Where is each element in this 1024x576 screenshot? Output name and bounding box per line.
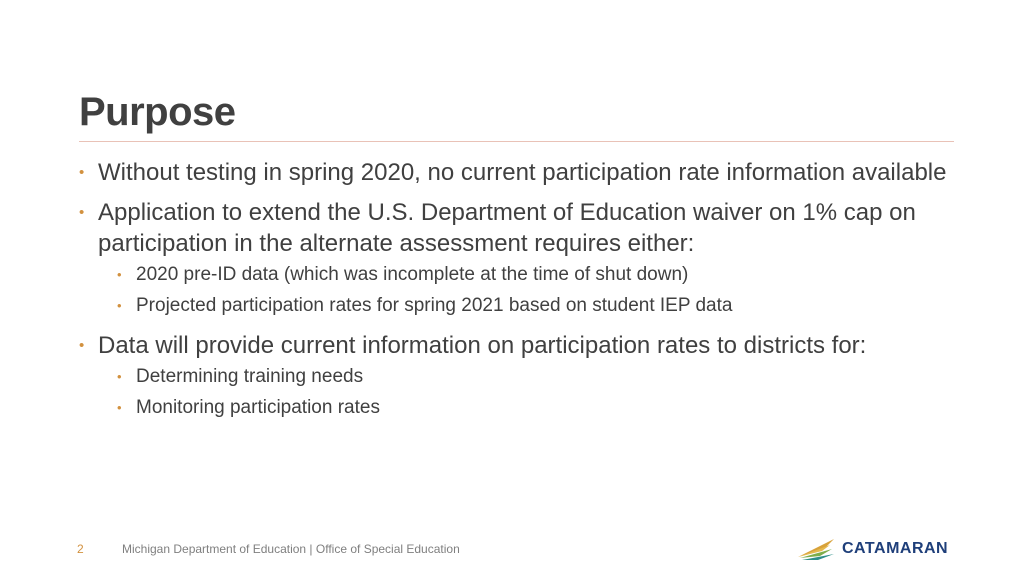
sub-bullet-text: Determining training needs xyxy=(136,366,364,387)
bullet-list xyxy=(79,157,954,432)
bullet-dot-icon: • xyxy=(79,337,85,354)
sub-bullet-list xyxy=(79,361,954,423)
sub-bullet-text: Projected participation rates for spring 2021 based on student IEP data xyxy=(136,295,733,316)
sail-icon xyxy=(796,537,836,561)
sub-bullet-text: 2020 pre-ID data (which was incomplete at the time of shut down) xyxy=(136,264,689,285)
bullet-item xyxy=(79,197,954,259)
sub-bullet-text: Monitoring participation rates xyxy=(136,397,380,418)
bullet-dot-icon: • xyxy=(117,298,122,313)
bullet-dot-icon: • xyxy=(79,164,85,181)
page-number: 2 xyxy=(77,542,84,556)
bullet-text: Data will provide current information on participation rates to districts for: xyxy=(98,332,867,359)
sub-bullet-item xyxy=(79,361,954,392)
bullet-item xyxy=(79,157,954,188)
logo-text: CATAMARAN xyxy=(842,540,949,557)
bullet-dot-icon: • xyxy=(117,400,122,415)
slide-title: Purpose xyxy=(79,90,236,134)
sub-bullet-list xyxy=(79,259,954,321)
sub-bullet-item xyxy=(79,259,954,290)
bullet-dot-icon: • xyxy=(79,204,85,221)
catamaran-logo xyxy=(796,536,948,562)
title-divider xyxy=(79,141,954,142)
bullet-dot-icon: • xyxy=(117,369,122,384)
bullet-text: Application to extend the U.S. Department of Education waiver on 1% cap on participation in the alternate assessment requires either: xyxy=(98,199,916,257)
footer-text: Michigan Department of Education | Office of Special Education xyxy=(122,542,460,556)
bullet-text: Without testing in spring 2020, no current participation rate information available xyxy=(98,159,947,186)
bullet-dot-icon: • xyxy=(117,267,122,282)
sub-bullet-item xyxy=(79,290,954,321)
sub-bullet-item xyxy=(79,392,954,423)
bullet-item xyxy=(79,330,954,361)
